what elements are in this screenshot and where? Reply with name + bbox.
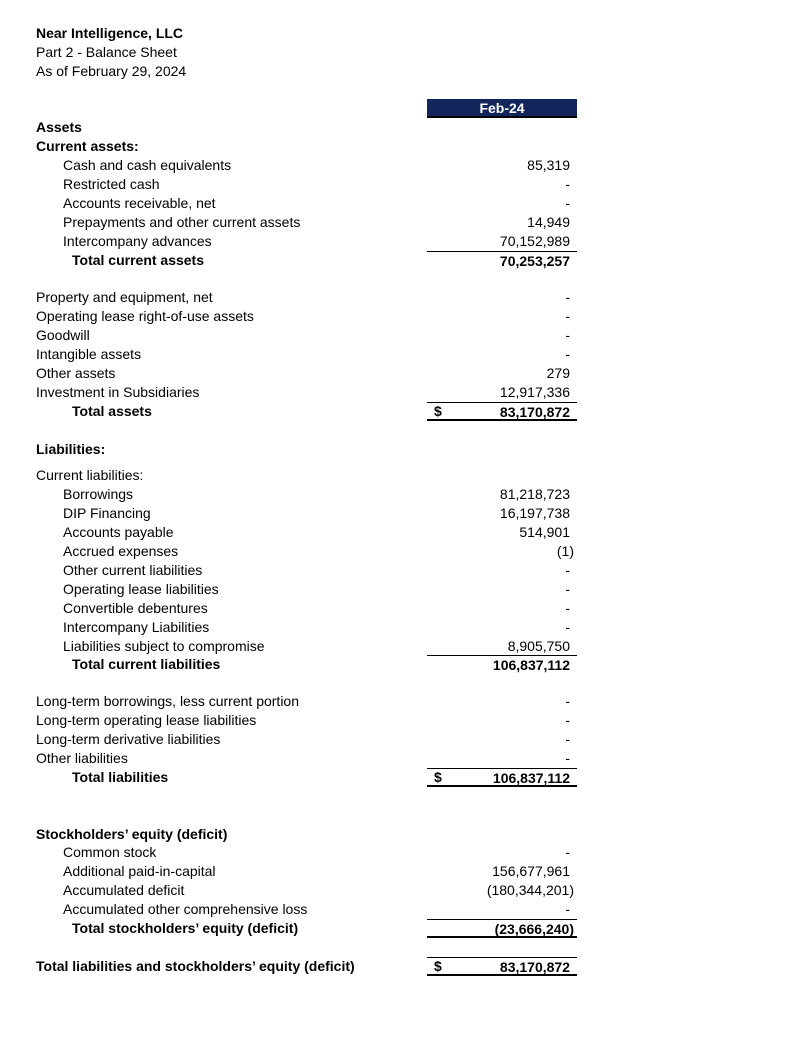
row-value: - [565, 619, 570, 635]
row-value: - [565, 308, 570, 324]
company-name: Near Intelligence, LLC [36, 25, 184, 41]
row-label: Property and equipment, net [36, 289, 213, 305]
row-label: Intercompany Liabilities [63, 619, 210, 635]
section-stockholders-equity [0, 825, 811, 844]
row-label: Operating lease right-of-use assets [36, 308, 254, 324]
row-value: - [565, 750, 570, 766]
row-dip-financing [0, 504, 811, 523]
row-value: 8,905,750 [507, 638, 570, 654]
row-value: 106,837,112 [427, 768, 577, 787]
row-total-current-liabilities [0, 655, 811, 674]
row-total-stockholders-equity [0, 919, 811, 938]
row-label: Long-term derivative liabilities [36, 731, 221, 747]
row-value: 106,837,112 [427, 655, 577, 674]
currency-symbol: $ [434, 958, 442, 974]
row-label: Total assets [72, 403, 152, 419]
row-operating-lease-liabilities [0, 580, 811, 599]
row-other-assets [0, 364, 811, 383]
row-value: - [565, 562, 570, 578]
row-value: (1) [556, 543, 574, 559]
row-total-liabilities [0, 768, 811, 787]
currency-symbol: $ [434, 403, 442, 419]
row-label: Total current assets [72, 252, 205, 268]
row-goodwill [0, 326, 811, 345]
row-value: (180,344,201) [486, 882, 574, 898]
row-label: Restricted cash [63, 176, 160, 192]
row-cash [0, 156, 811, 175]
row-accumulated-oci [0, 900, 811, 919]
row-value: 12,917,336 [499, 384, 570, 400]
row-label: Additional paid-in-capital [63, 863, 216, 879]
row-accumulated-deficit [0, 881, 811, 900]
row-value: - [565, 600, 570, 616]
row-label: DIP Financing [63, 505, 151, 521]
row-value: - [565, 327, 570, 343]
row-label: Operating lease liabilities [63, 581, 219, 597]
row-label: Convertible debentures [63, 600, 208, 616]
row-other-current-liabilities [0, 561, 811, 580]
row-accounts-payable [0, 523, 811, 542]
row-label: Intangible assets [36, 346, 142, 362]
row-total-liabilities-and-equity [0, 957, 811, 976]
row-value: 16,197,738 [499, 505, 570, 521]
row-value: 514,901 [519, 524, 570, 540]
row-value: 70,253,257 [427, 251, 577, 270]
row-label: Other assets [36, 365, 116, 381]
row-label: Investment in Subsidiaries [36, 384, 200, 400]
column-header-feb-24: Feb-24 [427, 99, 577, 118]
row-accrued-expenses [0, 542, 811, 561]
row-value: (23,666,240) [427, 919, 577, 938]
row-value: - [565, 176, 570, 192]
row-label: Liabilities: [36, 441, 106, 457]
row-label: Accumulated other comprehensive loss [63, 901, 308, 917]
row-value: 85,319 [527, 157, 570, 173]
statement-title: Part 2 - Balance Sheet [36, 44, 177, 60]
row-value: - [565, 731, 570, 747]
row-label: Other liabilities [36, 750, 128, 766]
row-value: 156,677,961 [492, 863, 570, 879]
row-property-equipment [0, 288, 811, 307]
row-value: - [565, 712, 570, 728]
section-current-liabilities [0, 466, 811, 485]
row-label: Accounts receivable, net [63, 195, 216, 211]
row-borrowings [0, 485, 811, 504]
row-value: - [565, 901, 570, 917]
currency-symbol: $ [434, 769, 442, 785]
section-current-assets [0, 137, 811, 156]
row-intercompany-liabilities [0, 618, 811, 637]
row-total-assets [0, 402, 811, 421]
row-label: Long-term borrowings, less current portion [36, 693, 300, 709]
row-label: Other current liabilities [63, 562, 203, 578]
row-long-term-borrowings [0, 692, 811, 711]
row-label: Intercompany advances [63, 233, 212, 249]
row-label: Total current liabilities [72, 656, 221, 672]
row-value: - [565, 693, 570, 709]
row-label: Current assets: [36, 138, 139, 154]
row-label: Cash and cash equivalents [63, 157, 232, 173]
row-long-term-operating-lease [0, 711, 811, 730]
statement-date: As of February 29, 2024 [36, 63, 187, 79]
row-value: 83,170,872 [427, 402, 577, 421]
row-label: Long-term operating lease liabilities [36, 712, 257, 728]
section-liabilities [0, 440, 811, 459]
row-value: - [565, 581, 570, 597]
row-label: Borrowings [63, 486, 134, 502]
row-label: Liabilities subject to compromise [63, 638, 265, 654]
row-long-term-derivative [0, 730, 811, 749]
row-value: 70,152,989 [499, 233, 570, 249]
row-label: Total liabilities and stockholders’ equity (deficit) [36, 958, 355, 974]
row-additional-paid-in-capital [0, 862, 811, 881]
row-value: - [565, 289, 570, 305]
row-label: Total liabilities [72, 769, 169, 785]
row-total-current-assets [0, 251, 811, 270]
row-value: 14,949 [527, 214, 570, 230]
row-value: - [565, 195, 570, 211]
row-intangible-assets [0, 345, 811, 364]
row-common-stock [0, 843, 811, 862]
row-label: Stockholders’ equity (deficit) [36, 826, 228, 842]
row-other-liabilities [0, 749, 811, 768]
row-accounts-receivable [0, 194, 811, 213]
row-label: Accumulated deficit [63, 882, 185, 898]
row-restricted-cash [0, 175, 811, 194]
row-label: Goodwill [36, 327, 90, 343]
row-label: Assets [36, 119, 82, 135]
row-label: Accounts payable [63, 524, 174, 540]
row-value: - [565, 844, 570, 860]
row-convertible-debentures [0, 599, 811, 618]
row-value: 279 [546, 365, 570, 381]
row-investment-subsidiaries [0, 383, 811, 402]
section-assets [0, 118, 811, 137]
row-value: 83,170,872 [427, 957, 577, 976]
row-label: Prepayments and other current assets [63, 214, 301, 230]
row-value: - [565, 346, 570, 362]
row-liabilities-subject-to-compromise [0, 637, 811, 656]
row-label: Total stockholders’ equity (deficit) [72, 920, 299, 936]
row-label: Accrued expenses [63, 543, 179, 559]
row-value: 81,218,723 [499, 486, 570, 502]
row-operating-lease-rou [0, 307, 811, 326]
row-label: Common stock [63, 844, 157, 860]
row-prepayments [0, 213, 811, 232]
row-label: Current liabilities: [36, 467, 144, 483]
row-intercompany-advances [0, 232, 811, 251]
